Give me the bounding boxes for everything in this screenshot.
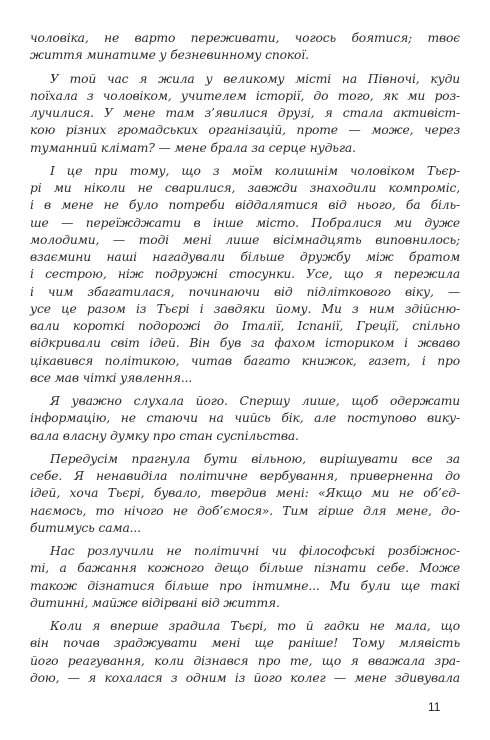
- text-line: наємось, то нічого не доб’ємося». Тим гірше для мене, до-: [30, 503, 460, 518]
- text-line: У той час я жила у великому місті на Півночі, куди: [50, 71, 460, 86]
- text-line: взаємини наші нагадували більше дружбу між братом: [30, 250, 460, 264]
- paragraph-3: [30, 163, 460, 387]
- text-line: молодими, — тоді мені лише вісімнадцять виповнилось;: [30, 232, 460, 247]
- text-line: Коли я вперше зрадила Тьєрі, то й гадки не мала, що: [50, 619, 460, 633]
- text-line: дою, — я кохалася з одним із його колег — мене здивувала: [30, 670, 460, 685]
- page-number: 11: [428, 700, 441, 714]
- text-line: Передусім прагнула бути вільною, вирішувати все за: [50, 451, 460, 466]
- text-line: усе це разом із Тьєрі і завдяки йому. Ми з ним здійсню-: [30, 301, 460, 316]
- text-line: він почав зраджувати мені ще раніше! Тому млявість: [30, 636, 460, 651]
- paragraph-6: [30, 543, 460, 612]
- text-line: життя минатиме у безневинному спокої.: [30, 48, 309, 63]
- text-line: і чим збагатилася, починаючи від підліткового віку, —: [30, 284, 460, 299]
- text-line: цікавився політикою, читав багато книжок, газет, і про: [30, 353, 460, 368]
- paragraph-1: [30, 30, 460, 65]
- text-line: ідей, хоча Тьєрі, бувало, твердив мені: «Якщо ми не об’єд-: [30, 486, 460, 501]
- paragraph-4: [30, 393, 460, 445]
- text-line: і в мене не було потреби віддалятися від нього, ба біль-: [30, 198, 460, 213]
- text-line: і сестрою, ніж подружні стосунки. Усе, що я пережила: [30, 267, 460, 282]
- text-line: І це при тому, що з моїм колишнім чоловіком Тьєр-: [50, 163, 460, 178]
- text-line: інформацію, не стаючи на чийсь бік, але поступово вику-: [30, 411, 460, 426]
- text-line: рі ми ніколи не сварилися, завжди знаходили компроміс,: [30, 181, 460, 195]
- paragraph-7: [30, 618, 460, 687]
- page-body: [30, 30, 460, 687]
- text-line: кою різних громадських організацій, проте — може, через: [30, 123, 460, 138]
- text-line: лучилися. У мене там з’явилися друзі, я стала активіст-: [30, 106, 460, 120]
- text-line: вала власну думку про стан суспільства.: [30, 428, 299, 443]
- text-line: битимусь сама...: [30, 520, 141, 535]
- text-line: туманний клімат? — мене брала за серце нудьга.: [30, 140, 356, 155]
- text-line: дитинні, майже відірвані від життя.: [30, 595, 280, 610]
- text-line: ті, а бажання кожного дещо більше пізнати себе. Може: [30, 561, 460, 576]
- text-line: себе. Я ненавиділа політичне вербування, приверненна до: [30, 469, 460, 483]
- text-line: чоловіка, не варто переживати, чогось боятися; твоє: [30, 31, 460, 45]
- text-line: поїхала з чоловіком, учителем історії, до того, як ми роз-: [30, 88, 460, 103]
- text-line: його реагування, коли дізнався про те, що я вважала зра-: [30, 653, 460, 668]
- text-line: Я уважно слухала його. Спершу лише, щоб одержати: [50, 394, 460, 408]
- text-line: Нас розлучили не політичні чи філософські розбіжнос-: [50, 544, 460, 558]
- text-line: також дізнатися більше про інтимне... Ми були ще такі: [30, 578, 460, 593]
- text-line: відкривали світ ідей. Він був за фахом істориком і жваво: [30, 336, 460, 351]
- text-line: все мав чіткі уявлення...: [30, 370, 193, 385]
- text-line: ше — переїжджати в інше місто. Побралися ми дуже: [30, 215, 460, 230]
- paragraph-2: [30, 71, 460, 157]
- text-line: вали короткі подорожі до Італії, Іспанії, Греції, спільно: [30, 319, 460, 333]
- paragraph-5: [30, 451, 460, 537]
